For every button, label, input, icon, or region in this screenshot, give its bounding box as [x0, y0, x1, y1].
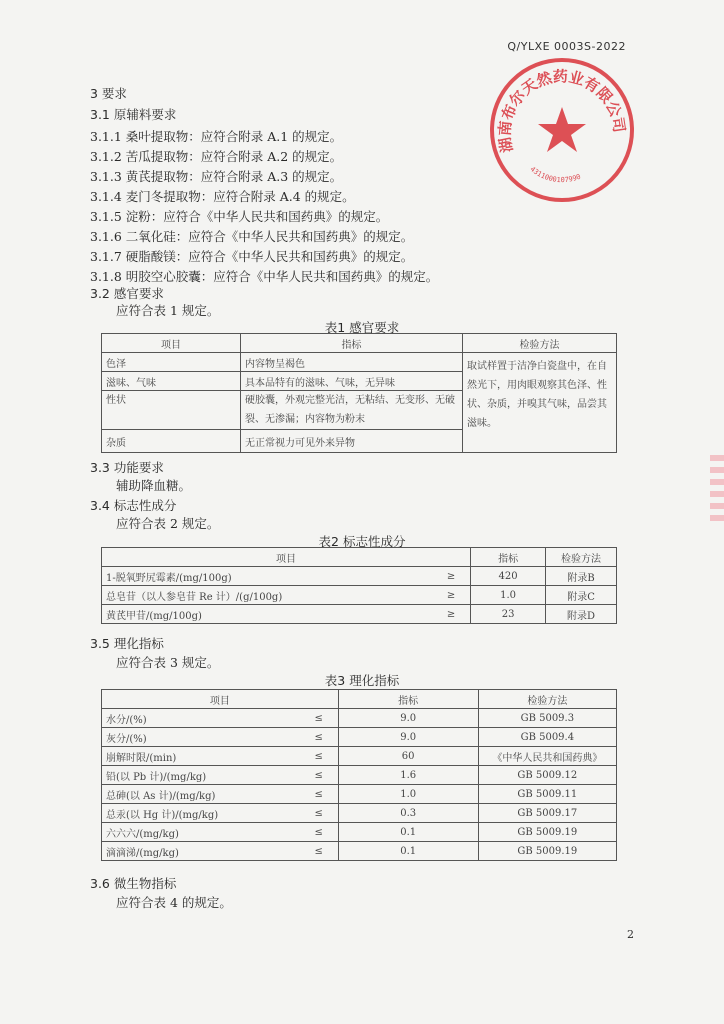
table-cell: GB 5009.19 — [478, 842, 616, 861]
page-number: 2 — [627, 928, 634, 941]
table-cell: 具本品特有的滋味、气味，无异味 — [241, 372, 463, 391]
section-3-4-text: 应符合表 2 规定。 — [116, 516, 220, 531]
table1-caption: 表1 感官要求 — [324, 320, 400, 335]
table-row — [102, 766, 617, 785]
list-item: 3.1.5 淀粉：应符合《中华人民共和国药典》的规定。 — [90, 209, 389, 224]
edge-stamp-mark — [710, 455, 724, 525]
table2-caption: 表2 标志性成分 — [318, 534, 406, 549]
table-cell: 硬胶囊，外观完整光洁，无粘结、无变形、无破裂、无渗漏；内容物为粉末 — [241, 391, 463, 430]
sensory-table — [101, 333, 617, 453]
table-header-row — [102, 690, 617, 709]
table-cell: ≤ — [300, 785, 339, 804]
table-cell: ≥ — [432, 586, 471, 605]
table-header: 项目 — [102, 548, 471, 567]
list-item: 3.1.4 麦门冬提取物：应符合附录 A.4 的规定。 — [90, 189, 355, 204]
table-header: 检验方法 — [463, 334, 617, 353]
table-header: 项目 — [102, 334, 241, 353]
table-cell: ≤ — [300, 766, 339, 785]
table-cell: 灰分/(%) — [102, 728, 300, 747]
standard-code: Q/YLXE 0003S-2022 — [507, 40, 626, 53]
table-row — [102, 785, 617, 804]
table-row — [102, 567, 617, 586]
table-row — [102, 709, 617, 728]
section-3-3-text: 辅助降血糖。 — [116, 478, 192, 493]
table-cell: 附录C — [546, 586, 617, 605]
table-cell: 水分/(%) — [102, 709, 300, 728]
table-cell: ≥ — [432, 567, 471, 586]
table-cell: 1.0 — [338, 785, 478, 804]
table-header-row — [102, 548, 617, 567]
table-cell: 23 — [471, 605, 546, 624]
table-row — [102, 747, 617, 766]
table-cell: ≤ — [300, 823, 339, 842]
table-cell: ≤ — [300, 842, 339, 861]
table-cell: ≤ — [300, 728, 339, 747]
table-header: 检验方法 — [478, 690, 616, 709]
table-header: 指标 — [338, 690, 478, 709]
section-3-title: 3 要求 — [90, 86, 127, 101]
table-cell: 9.0 — [338, 728, 478, 747]
table-header: 项目 — [102, 690, 339, 709]
section-3-5-title: 3.5 理化指标 — [90, 636, 164, 651]
table-header: 指标 — [471, 548, 546, 567]
section-3-1-title: 3.1 原辅料要求 — [90, 107, 177, 122]
table-cell: 420 — [471, 567, 546, 586]
table-cell: ≤ — [300, 709, 339, 728]
list-item: 3.1.2 苦瓜提取物：应符合附录 A.2 的规定。 — [90, 149, 343, 164]
table-row — [102, 823, 617, 842]
section-3-5-text: 应符合表 3 规定。 — [116, 655, 220, 670]
seal-number: 4311000107990 — [528, 165, 582, 185]
table-row — [102, 605, 617, 624]
list-item: 3.1.3 黄芪提取物：应符合附录 A.3 的规定。 — [90, 169, 343, 184]
table-row — [102, 804, 617, 823]
table-cell: 铅(以 Pb 计)/(mg/kg) — [102, 766, 300, 785]
table-cell: 1.6 — [338, 766, 478, 785]
table3-caption: 表3 理化指标 — [324, 673, 400, 688]
table-cell: 滴滴涕/(mg/kg) — [102, 842, 300, 861]
table-cell: 0.3 — [338, 804, 478, 823]
table-cell: 9.0 — [338, 709, 478, 728]
table-cell: ≥ — [432, 605, 471, 624]
table-cell: GB 5009.12 — [478, 766, 616, 785]
table-cell: 1.0 — [471, 586, 546, 605]
seal-text: 湖南布尔天然药业有限公司 — [495, 67, 629, 154]
table-row — [102, 728, 617, 747]
table-header-row — [102, 334, 617, 353]
table-cell: 内容物呈褐色 — [241, 353, 463, 372]
table-cell: GB 5009.19 — [478, 823, 616, 842]
table-cell: 总砷(以 As 计)/(mg/kg) — [102, 785, 300, 804]
table-cell: 滋味、气味 — [102, 372, 241, 391]
table-cell: 黄芪甲苷/(mg/100g) — [102, 605, 433, 624]
table-cell: 1-脱氧野尻霉素/(mg/100g) — [102, 567, 433, 586]
table-header: 指标 — [241, 334, 463, 353]
table-cell: 0.1 — [338, 823, 478, 842]
table-cell: 附录D — [546, 605, 617, 624]
table-row — [102, 842, 617, 861]
table-cell: 0.1 — [338, 842, 478, 861]
table-cell: GB 5009.4 — [478, 728, 616, 747]
table-cell: 附录B — [546, 567, 617, 586]
table-row — [102, 586, 617, 605]
table-cell: 总皂苷（以人参皂苷 Re 计）/(g/100g) — [102, 586, 433, 605]
table-cell-method: 取试样置于洁净白瓷盘中，在自然光下，用肉眼观察其色泽、性状、杂质，并嗅其气味，品尝其滋味。 — [463, 353, 617, 453]
table-cell: 无正常视力可见外来异物 — [241, 430, 463, 453]
svg-text:4311000107990 — [529, 165, 582, 184]
table-row — [102, 353, 617, 372]
company-seal — [487, 55, 637, 205]
table-cell: 杂质 — [102, 430, 241, 453]
table-cell: 色泽 — [102, 353, 241, 372]
table-cell: GB 5009.11 — [478, 785, 616, 804]
table-cell: 六六六/(mg/kg) — [102, 823, 300, 842]
list-item: 3.1.7 硬脂酸镁：应符合《中华人民共和国药典》的规定。 — [90, 249, 414, 264]
table-cell: 总汞(以 Hg 计)/(mg/kg) — [102, 804, 300, 823]
list-item: 3.1.6 二氧化硅：应符合《中华人民共和国药典》的规定。 — [90, 229, 414, 244]
table-cell: ≤ — [300, 747, 339, 766]
table-cell: 60 — [338, 747, 478, 766]
table-header: 检验方法 — [546, 548, 617, 567]
list-item: 3.1.8 明胶空心胶囊：应符合《中华人民共和国药典》的规定。 — [90, 269, 439, 284]
marker-table — [101, 547, 617, 624]
table-cell: 性状 — [102, 391, 241, 430]
list-item: 3.1.1 桑叶提取物：应符合附录 A.1 的规定。 — [90, 129, 343, 144]
seal-star-icon — [538, 107, 586, 152]
physicochemical-table — [101, 689, 617, 861]
section-3-4-title: 3.4 标志性成分 — [90, 498, 177, 513]
table-cell: 崩解时限/(min) — [102, 747, 300, 766]
table-cell: GB 5009.3 — [478, 709, 616, 728]
section-3-2-title: 3.2 感官要求 — [90, 286, 164, 301]
table-cell: GB 5009.17 — [478, 804, 616, 823]
table-cell: 《中华人民共和国药典》 — [478, 747, 616, 766]
section-3-6-title: 3.6 微生物指标 — [90, 876, 177, 891]
table-cell: ≤ — [300, 804, 339, 823]
section-3-2-text: 应符合表 1 规定。 — [116, 303, 220, 318]
section-3-6-text: 应符合表 4 的规定。 — [116, 895, 232, 910]
section-3-3-title: 3.3 功能要求 — [90, 460, 164, 475]
